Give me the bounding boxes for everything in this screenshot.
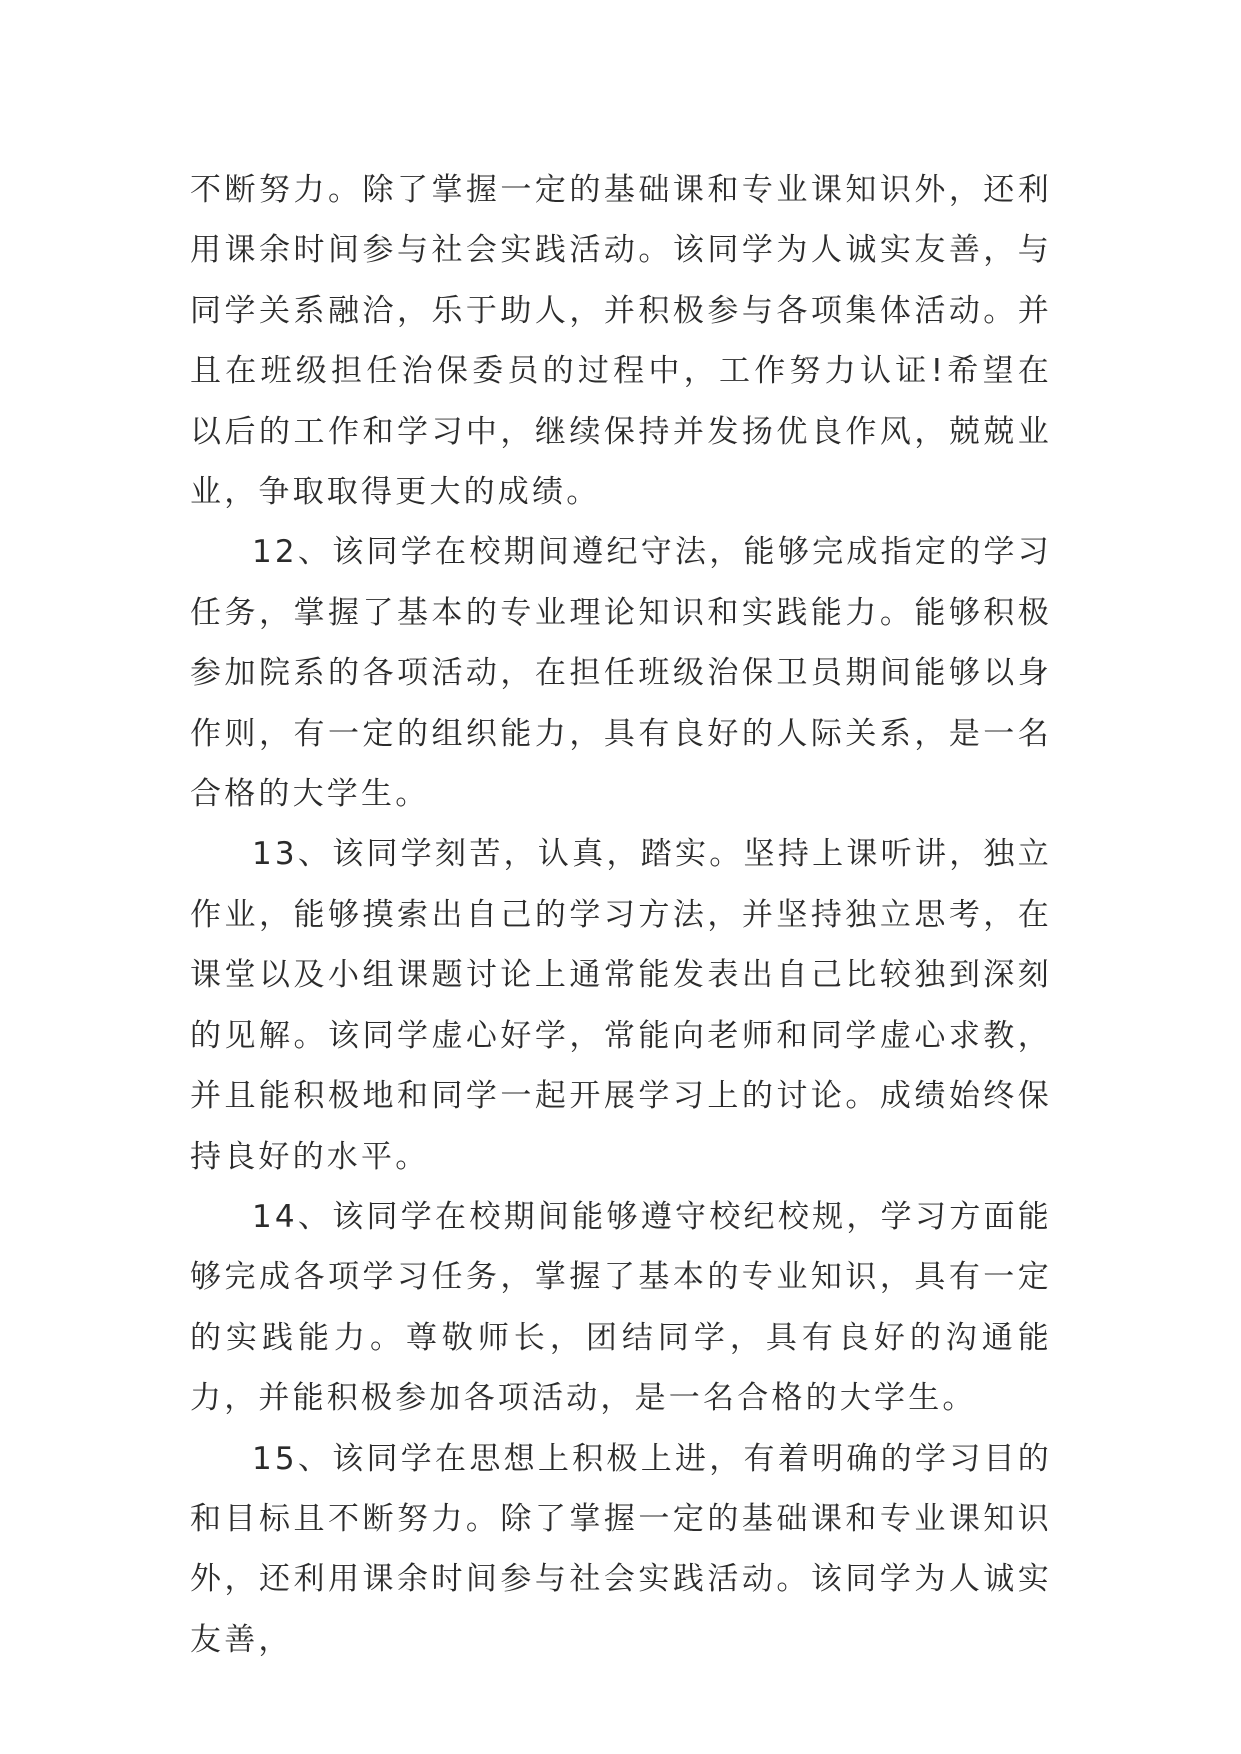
paragraph-continuation: 不断努力。除了掌握一定的基础课和专业课知识外，还利用课余时间参与社会实践活动。该同学为人诚实友善，与同学关系融洽，乐于助人，并积极参与各项集体活动。并且在班级担任治保委员的过程中，工作努力认证!希望在以后的工作和学习中，继续保持并发扬优良作风，兢兢业业，争取取得更大的成绩。 (190, 172, 1052, 511)
paragraph-item-12: 12、该同学在校期间遵纪守法，能够完成指定的学习任务，掌握了基本的专业理论知识和实践能力。能够积极参加院系的各项活动，在担任班级治保卫员期间能够以身作则，有一定的组织能力，具有良好的人际关系，是一名合格的大学生。 (190, 534, 1052, 813)
document-body (190, 160, 1052, 1670)
paragraph-item-14: 14、该同学在校期间能够遵守校纪校规，学习方面能够完成各项学习任务，掌握了基本的专业知识，具有一定的实践能力。尊敬师长，团结同学，具有良好的沟通能力，并能积极参加各项活动，是一名合格的大学生。 (190, 1198, 1052, 1417)
paragraph-item-13: 13、该同学刻苦，认真，踏实。坚持上课听讲，独立作业，能够摸索出自己的学习方法，并坚持独立思考，在课堂以及小组课题讨论上通常能发表出自己比较独到深刻的见解。该同学虚心好学，常能向老师和同学虚心求教，并且能积极地和同学一起开展学习上的讨论。成绩始终保持良好的水平。 (190, 836, 1052, 1175)
paragraph-item-15: 15、该同学在思想上积极上进，有着明确的学习目的和目标且不断努力。除了掌握一定的基础课和专业课知识外，还利用课余时间参与社会实践活动。该同学为人诚实友善， (190, 1440, 1052, 1658)
